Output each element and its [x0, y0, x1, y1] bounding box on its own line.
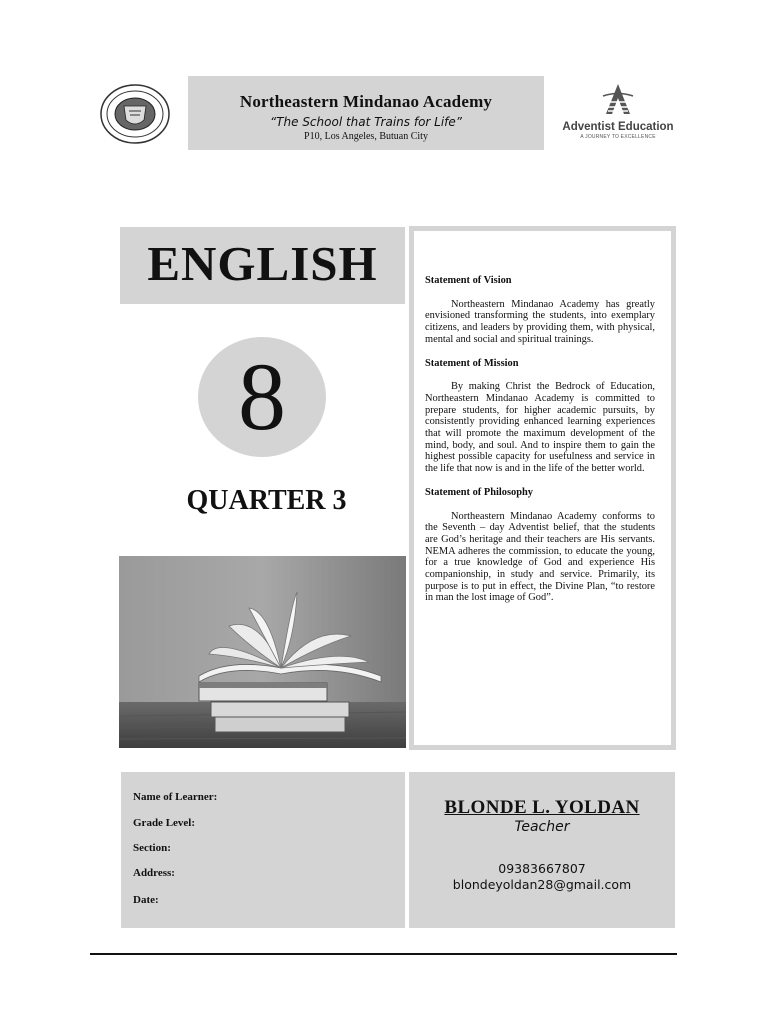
vision-heading: Statement of Vision [425, 275, 512, 286]
statements-panel [414, 231, 671, 745]
teacher-info-box [409, 772, 675, 928]
adventist-logo-text: Adventist Education [562, 121, 674, 133]
subject-title: ENGLISH [147, 236, 378, 291]
grade-level-label: Grade Level: [133, 817, 196, 829]
teacher-name: BLONDE L. YOLDAN [444, 797, 640, 818]
philosophy-body: Northeastern Mindanao Academy conforms to the Seventh – day Adventist belief, that the students are God’s heritage and their teachers are His servants. NEMA adheres the commission, to educate the young, for a true knowledge of God and experience His companionship, in study and service. Primarily, its purpose is to put in effect, the Divine Plan, “to restore in man the lost image of God”. [425, 510, 655, 604]
bottom-divider [90, 953, 677, 955]
philosophy-heading: Statement of Philosophy [425, 486, 533, 498]
learner-info-box [121, 772, 405, 928]
school-name: Northeastern Mindanao Academy [239, 92, 493, 111]
school-header [188, 76, 544, 150]
date-label: Date: [133, 894, 159, 906]
teacher-phone: 09383667807 [498, 861, 586, 876]
grade-circle [198, 337, 326, 457]
adventist-flame-icon [598, 82, 638, 116]
section-label: Section: [133, 842, 171, 854]
school-address: P10, Los Angeles, Butuan City [304, 131, 428, 142]
mission-heading: Statement of Mission [425, 357, 519, 369]
books-photo [119, 556, 406, 748]
subject-banner [120, 227, 405, 304]
teacher-role: Teacher [514, 819, 570, 835]
school-seal-logo [100, 84, 170, 144]
quarter-label: QUARTER 3 [186, 485, 347, 516]
adventist-education-logo [557, 82, 679, 142]
address-label: Address: [133, 867, 175, 879]
grade-number: 8 [238, 343, 286, 450]
mission-body: By making Christ the Bedrock of Education, Northeastern Mindanao Academy is committed to prepare students, for higher academic pursuits, by consistently providing enhanced learning experiences that will promote the maximum development of the mind, body, and soul. And to inspire them to gain the highest possible capacity for usefulness and service in the life that now is and in the life of the better world. [425, 381, 655, 475]
adventist-logo-tagline: A JOURNEY TO EXCELLENCE [580, 134, 656, 140]
teacher-email: blondeyoldan28@gmail.com [452, 877, 632, 892]
school-motto: “The School that Trains for Life” [269, 115, 463, 129]
vision-body: Northeastern Mindanao Academy has greatly envisioned transforming the students, into exemplary citizens, and leaders by providing them, with physical, mental and social and spiritual trainings. [425, 298, 655, 345]
learner-name-label: Name of Learner: [133, 791, 218, 803]
